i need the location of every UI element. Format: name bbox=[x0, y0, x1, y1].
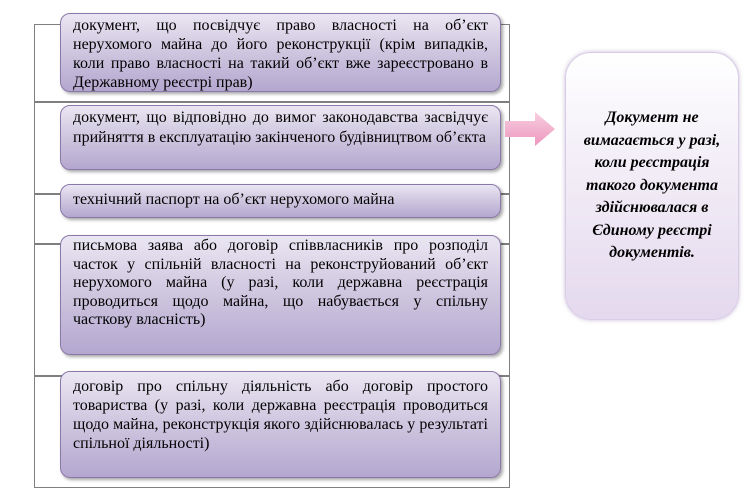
document-item-co-owners-agreement-text: письмова заява або договір співвласників про розподіл часток у спільній власності на реконструйований об’єкт нерухомого майна (у разі, коли державна реєстрація проводиться щодо майна, що набувається у спільну часткову власність) bbox=[73, 237, 488, 328]
document-item-joint-activity-text: договір про спільну діяльність або договір простого товариства (у разі, коли державна реєстрація проводиться щодо майна, реконструкція якого здійснювалась у результаті спільної діяльності) bbox=[73, 378, 488, 452]
document-item-commissioning-text: документ, що відповідно до вимог законодавства засвідчує прийняття в експлуатацію закінченого будівництвом об’єкта bbox=[73, 109, 488, 146]
document-item-technical-passport-text: технічний паспорт на об’єкт нерухомого майна bbox=[73, 191, 395, 208]
document-item-technical-passport bbox=[60, 184, 501, 218]
document-item-ownership-text: документ, що посвідчує право власності на об’єкт нерухомого майна до його реконструкції (крім випадків, коли право власності на такий об’єкт вже зареєстровано в Державному реєстрі прав) bbox=[73, 17, 488, 91]
arrow-right-icon bbox=[505, 112, 555, 146]
document-item-joint-activity bbox=[60, 371, 501, 478]
document-item-co-owners-agreement bbox=[60, 235, 501, 355]
document-item-commissioning bbox=[60, 105, 501, 170]
document-item-ownership bbox=[60, 13, 501, 92]
exception-note bbox=[565, 52, 739, 320]
exception-note-text: Документ не вимагається у разі, коли реєстрація такого документа здійснювалася в Єдиному реєстрі документів. bbox=[583, 109, 721, 262]
